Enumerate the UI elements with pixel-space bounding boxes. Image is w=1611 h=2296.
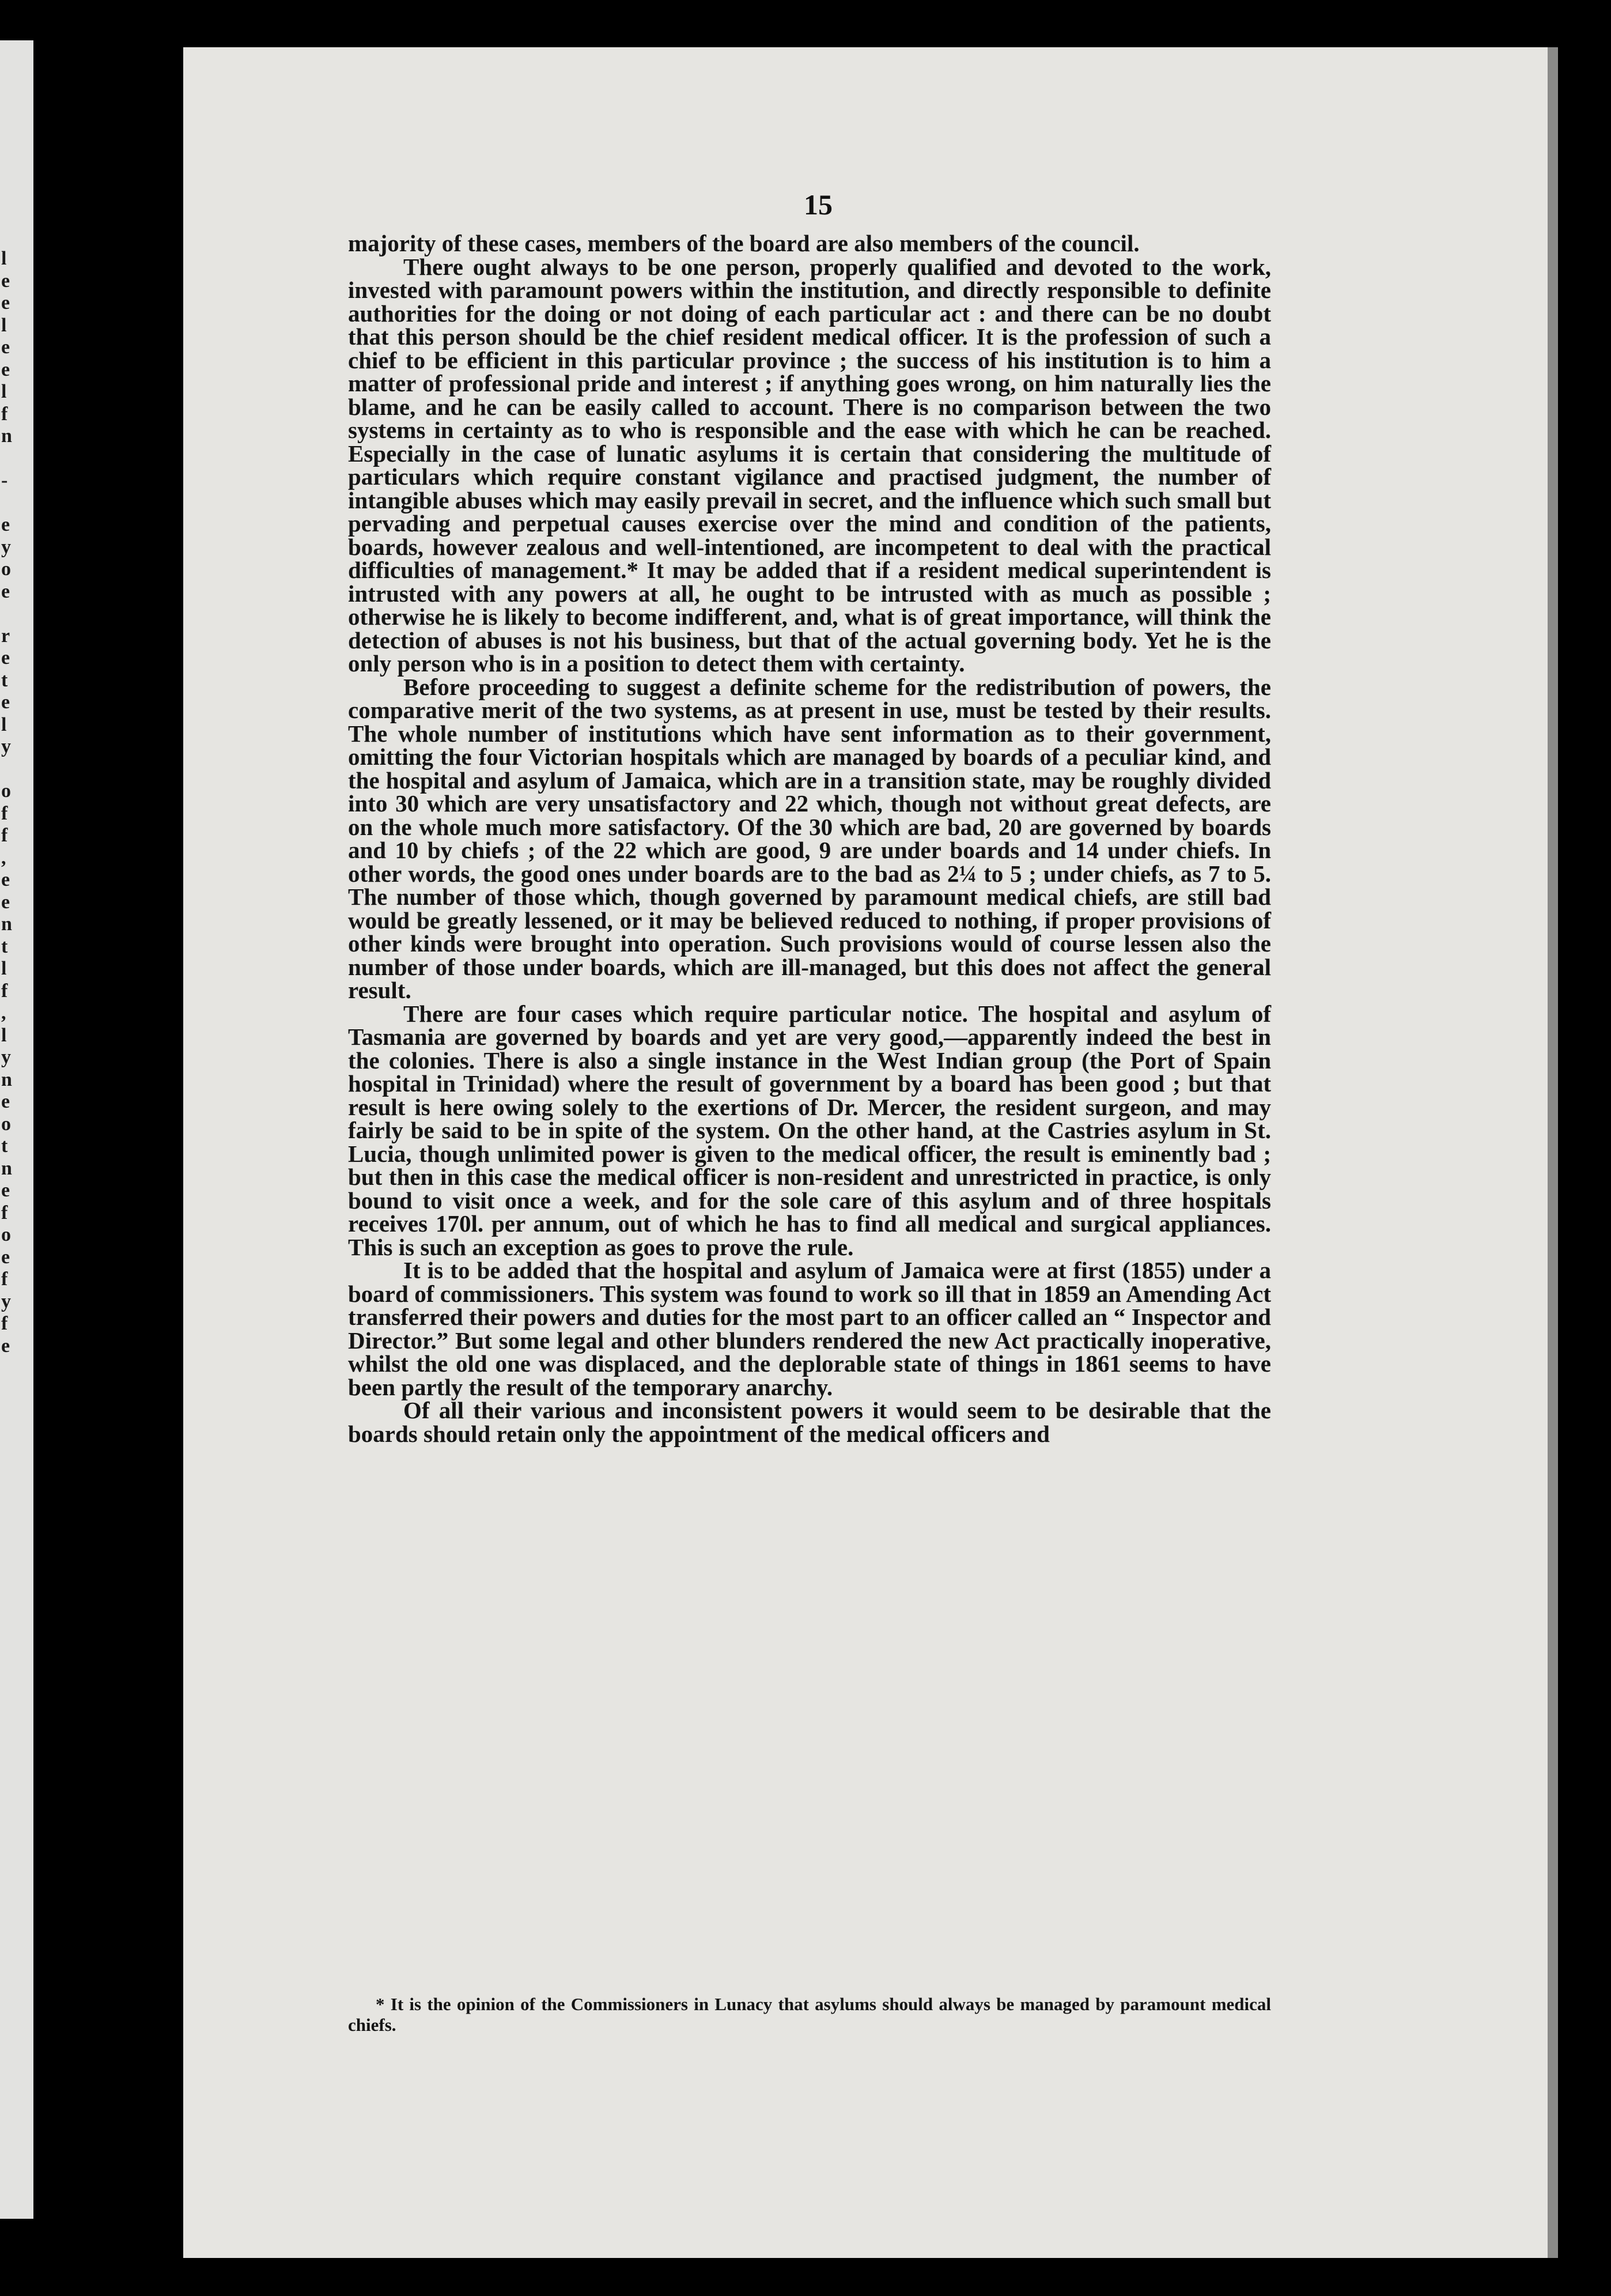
paragraph-continued: majority of these cases, members of the board are also members of the council. bbox=[348, 230, 1140, 256]
footnote-text: * It is the opinion of the Commissioners in Lunacy that asylums should always be managed by paramount medical chiefs. bbox=[348, 1994, 1271, 2035]
adjacent-page-edge bbox=[0, 40, 33, 2219]
adjacent-page-letters: l e e l e e l f n - e y o e r e t e l y o f f , e e n t l f , l y n e o t n e f o e f y f e bbox=[1, 248, 12, 1357]
paragraph: There ought always to be one person, properly qualified and devoted to the work, invested with paramount powers within the institution, and directly responsible to definite authorities for the doing or not doing of each particular act : and there can be no doubt that this person should be the chief resident medical officer. It is the profession of such a chief to be efficient in this particular province ; the success of his institution is to him a matter of professional pride and interest ; if anything goes wrong, on him naturally lies the blame, and he can be easily called to account. There is no comparison between the two systems in certainty as to who is responsible and the ease with which he can be reached. Especially in the case of lunatic asylums it is certain that considering the multitude of particulars which require constant vigilance and practised judgment, the number of intangible abuses which may easily prevail in secret, and the influence which such small but pervading and perpetual causes exercise over the mind and condition of the patients, boards, however zealous and well-intentioned, are incompetent to deal with the practical difficulties of management.* It may be added that if a resident medical superintendent is intrusted with any powers at all, he ought to be intrusted with as much as possible ; otherwise he is likely to become indifferent, and, what is of great importance, will think the detection of abuses is not his business, but that of the actual governing body. Yet he is the only person who is in a position to detect them with certainty. bbox=[348, 253, 1271, 677]
paragraph: It is to be added that the hospital and asylum of Jamaica were at first (1855) under a board of commissioners. This system was found to work so ill that in 1859 an Amending Act transferred their powers and duties for the most part to an officer called an “ Inspector and Director.” But some legal and other blunders rendered the new Act practically inoperative, whilst the old one was displaced, and the deplorable state of things in 1861 seems to have been partly the result of the temporary anarchy. bbox=[348, 1257, 1271, 1400]
page-edge-shadow bbox=[1548, 47, 1558, 2258]
footnote bbox=[348, 1994, 1271, 2036]
paragraph: Of all their various and inconsistent powers it would seem to be desirable that the boards should retain only the appointment of the medical officers and bbox=[348, 1397, 1271, 1447]
paragraph: Before proceeding to suggest a definite scheme for the redistribution of powers, the comparative merit of the two systems, as at present in use, must be tested by their results. The whole number of institutions which have sent information as to their government, omitting the four Victorian hospitals which are managed by boards of a peculiar kind, and the hospital and asylum of Jamaica, which are in a transition state, may be roughly divided into 30 which are very unsatisfactory and 22 which, though not without great defects, are on the whole much more satisfactory. Of the 30 which are bad, 20 are governed by boards and 10 by chiefs ; of the 22 which are good, 9 are under boards and 14 under chiefs. In other words, the good ones under boards are to the bad as 2¼ to 5 ; under chiefs, as 7 to 5. The number of those which, though governed by paramount medical chiefs, are still bad would be greatly lessened, or it may be believed reduced to nothing, if proper provisions of other kinds were brought into operation. Such provisions would of course lessen also the number of those under boards, which are ill-managed, but this does not affect the general result. bbox=[348, 673, 1271, 1003]
paragraph: There are four cases which require particular notice. The hospital and asylum of Tasmania are governed by boards and yet are very good,—apparently indeed the best in the colonies. There is also a single instance in the West Indian group (the Port of Spain hospital in Trinidad) where the result of government by a board has been good ; but that result is here owing solely to the exertions of Dr. Mercer, the resident surgeon, and may fairly be said to be in spite of the system. On the other hand, at the Castries asylum in St. Lucia, though unlimited power is given to the medical officer, the result is eminently bad ; but then in this case the medical officer is non-resident and unrestricted in practice, is only bound to visit once a week, and for the sole care of this asylum and of three hospitals receives 170l. per annum, out of which he has to find all medical and surgical appliances. This is such an exception as goes to prove the rule. bbox=[348, 1000, 1271, 1260]
page-number: 15 bbox=[804, 188, 833, 221]
body-text bbox=[348, 232, 1271, 1445]
